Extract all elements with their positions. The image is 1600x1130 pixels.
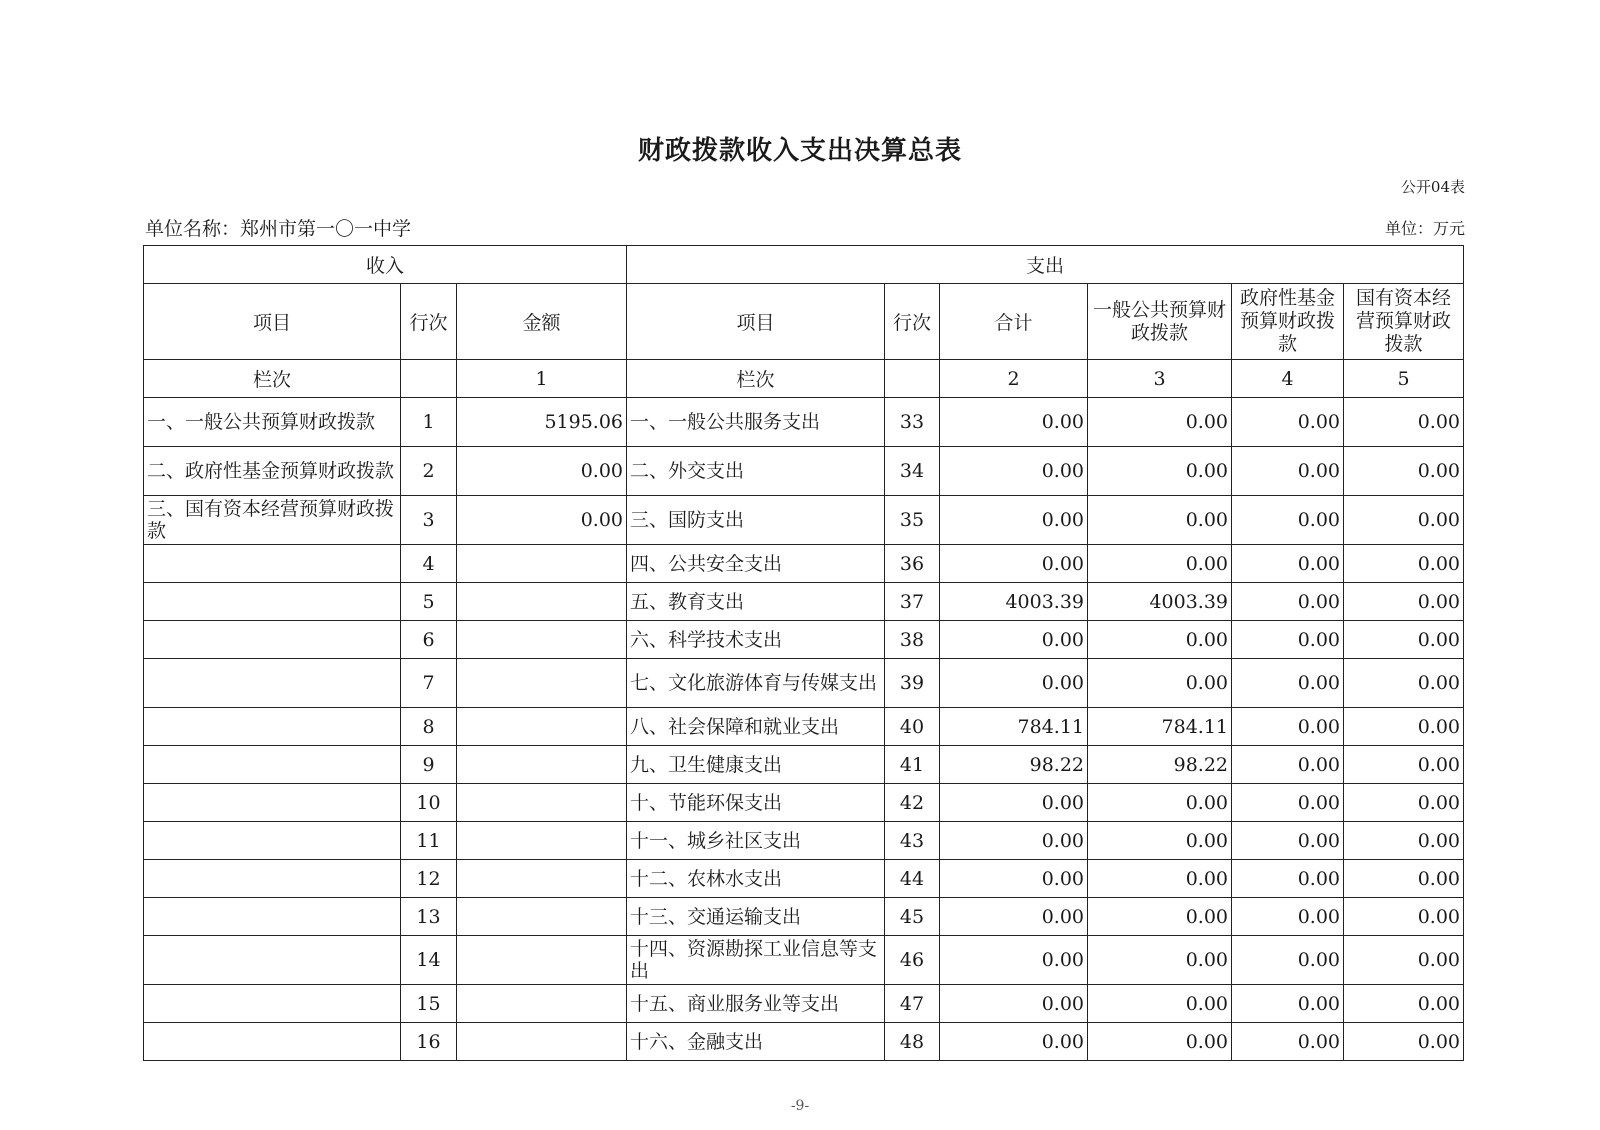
income-amount-cell: 0.00 [457,496,627,545]
total-header: 合计 [940,284,1088,360]
general-budget-cell: 784.11 [1088,708,1232,746]
income-row-no-cell: 12 [401,860,457,898]
fund-budget-cell: 0.00 [1232,398,1344,447]
total-cell: 0.00 [940,985,1088,1023]
expense-item-cell: 十四、资源勘探工业信息等支出 [627,936,885,985]
expense-item-cell: 六、科学技术支出 [627,621,885,659]
income-row-no-cell: 5 [401,583,457,621]
col-label-expense: 栏次 [627,360,885,398]
general-budget-cell: 0.00 [1088,860,1232,898]
col-3: 3 [1088,360,1232,398]
col-empty-expense [885,360,940,398]
income-amount-cell [457,583,627,621]
income-amount-cell: 5195.06 [457,398,627,447]
fund-budget-cell: 0.00 [1232,985,1344,1023]
state-capital-cell: 0.00 [1344,583,1464,621]
income-item-cell [144,621,401,659]
total-cell: 4003.39 [940,583,1088,621]
table-row [144,398,1464,447]
fund-budget-cell: 0.00 [1232,545,1344,583]
expense-item-cell: 十三、交通运输支出 [627,898,885,936]
income-row-no-cell: 15 [401,985,457,1023]
currency-unit: 单位：万元 [1384,219,1465,238]
income-amount-header: 金额 [457,284,627,360]
general-budget-cell: 0.00 [1088,621,1232,659]
income-row-no-cell: 8 [401,708,457,746]
income-amount-cell: 0.00 [457,447,627,496]
state-capital-cell: 0.00 [1344,985,1464,1023]
col-4: 4 [1232,360,1344,398]
page-title: 财政拨款收入支出决算总表 [637,136,962,166]
expense-row-no-cell: 33 [885,398,940,447]
state-capital-cell: 0.00 [1344,860,1464,898]
col-label: 栏次 [144,360,401,398]
general-budget-cell: 4003.39 [1088,583,1232,621]
income-item-cell [144,583,401,621]
expense-row-no-cell: 43 [885,822,940,860]
expense-item-cell: 一、一般公共服务支出 [627,398,885,447]
expense-item-cell: 七、文化旅游体育与传媒支出 [627,659,885,708]
income-amount-cell [457,860,627,898]
general-budget-cell: 0.00 [1088,659,1232,708]
col-1: 1 [457,360,627,398]
expense-row-no-cell: 34 [885,447,940,496]
table-row [144,447,1464,496]
income-amount-cell [457,545,627,583]
state-capital-cell: 0.00 [1344,398,1464,447]
income-row-no-header: 行次 [401,284,457,360]
income-row-no-cell: 9 [401,746,457,784]
income-row-no-cell: 13 [401,898,457,936]
state-capital-cell: 0.00 [1344,898,1464,936]
income-item-cell [144,659,401,708]
expense-row-no-cell: 47 [885,985,940,1023]
general-budget-cell: 0.00 [1088,936,1232,985]
income-row-no-cell: 1 [401,398,457,447]
general-budget-header: 一般公共预算财政拨款 [1088,284,1232,360]
table-row [144,545,1464,583]
income-amount-cell [457,936,627,985]
expense-row-no-cell: 35 [885,496,940,545]
expense-item-cell: 十五、商业服务业等支出 [627,985,885,1023]
table-row [144,936,1464,985]
expense-row-no-cell: 45 [885,898,940,936]
total-cell: 0.00 [940,545,1088,583]
state-capital-cell: 0.00 [1344,784,1464,822]
expense-item-cell: 八、社会保障和就业支出 [627,708,885,746]
total-cell: 0.00 [940,822,1088,860]
expense-row-no-header: 行次 [885,284,940,360]
fund-budget-cell: 0.00 [1232,447,1344,496]
col-empty [401,360,457,398]
state-capital-header: 国有资本经营预算财政拨款 [1344,284,1464,360]
income-item-cell: 二、政府性基金预算财政拨款 [144,447,401,496]
total-cell: 0.00 [940,898,1088,936]
general-budget-cell: 0.00 [1088,447,1232,496]
fund-budget-cell: 0.00 [1232,822,1344,860]
total-cell: 0.00 [940,447,1088,496]
table-row [144,784,1464,822]
state-capital-cell: 0.00 [1344,447,1464,496]
total-cell: 98.22 [940,746,1088,784]
expense-row-no-cell: 39 [885,659,940,708]
table-row [144,746,1464,784]
total-cell: 0.00 [940,1023,1088,1061]
table-row [144,985,1464,1023]
fund-budget-cell: 0.00 [1232,583,1344,621]
income-row-no-cell: 10 [401,784,457,822]
income-item-header: 项目 [144,284,401,360]
expense-row-no-cell: 42 [885,784,940,822]
total-cell: 784.11 [940,708,1088,746]
state-capital-cell: 0.00 [1344,936,1464,985]
budget-table [143,245,1464,1061]
table-row [144,822,1464,860]
state-capital-cell: 0.00 [1344,746,1464,784]
expense-row-no-cell: 36 [885,545,940,583]
expense-row-no-cell: 37 [885,583,940,621]
general-budget-cell: 0.00 [1088,496,1232,545]
expense-item-cell: 十、节能环保支出 [627,784,885,822]
general-budget-cell: 0.00 [1088,985,1232,1023]
expense-item-cell: 十一、城乡社区支出 [627,822,885,860]
income-item-cell [144,860,401,898]
income-item-cell [144,784,401,822]
expense-row-no-cell: 41 [885,746,940,784]
total-cell: 0.00 [940,496,1088,545]
fund-budget-cell: 0.00 [1232,496,1344,545]
income-item-cell [144,936,401,985]
income-row-no-cell: 11 [401,822,457,860]
state-capital-cell: 0.00 [1344,545,1464,583]
expense-row-no-cell: 46 [885,936,940,985]
general-budget-cell: 0.00 [1088,1023,1232,1061]
income-item-cell [144,822,401,860]
fund-budget-header: 政府性基金预算财政拨款 [1232,284,1344,360]
expense-item-cell: 十六、金融支出 [627,1023,885,1061]
income-row-no-cell: 7 [401,659,457,708]
unit-name: 单位名称：郑州市第一〇一中学 [145,218,412,240]
income-item-cell: 三、国有资本经营预算财政拨款 [144,496,401,545]
expense-row-no-cell: 38 [885,621,940,659]
fund-budget-cell: 0.00 [1232,621,1344,659]
income-item-cell [144,708,401,746]
column-number-row [144,360,1464,398]
total-cell: 0.00 [940,936,1088,985]
income-item-cell [144,898,401,936]
expense-item-cell: 九、卫生健康支出 [627,746,885,784]
table-row [144,860,1464,898]
income-amount-cell [457,898,627,936]
fund-budget-cell: 0.00 [1232,936,1344,985]
income-item-cell: 一、一般公共预算财政拨款 [144,398,401,447]
general-budget-cell: 0.00 [1088,545,1232,583]
income-amount-cell [457,746,627,784]
income-row-no-cell: 14 [401,936,457,985]
general-budget-cell: 0.00 [1088,822,1232,860]
general-budget-cell: 0.00 [1088,398,1232,447]
income-item-cell [144,746,401,784]
income-amount-cell [457,784,627,822]
column-header-row [144,284,1464,360]
col-5: 5 [1344,360,1464,398]
total-cell: 0.00 [940,784,1088,822]
income-amount-cell [457,1023,627,1061]
expense-item-cell: 三、国防支出 [627,496,885,545]
table-row [144,898,1464,936]
expense-item-cell: 二、外交支出 [627,447,885,496]
general-budget-cell: 0.00 [1088,784,1232,822]
income-amount-cell [457,985,627,1023]
general-budget-cell: 0.00 [1088,898,1232,936]
total-cell: 0.00 [940,860,1088,898]
income-header: 收入 [144,246,627,284]
expense-item-cell: 十二、农林水支出 [627,860,885,898]
table-row [144,659,1464,708]
fund-budget-cell: 0.00 [1232,784,1344,822]
table-row [144,1023,1464,1061]
total-cell: 0.00 [940,621,1088,659]
table-row [144,708,1464,746]
form-number: 公开04表 [1400,178,1465,196]
expense-header: 支出 [627,246,1464,284]
income-amount-cell [457,708,627,746]
col-2: 2 [940,360,1088,398]
state-capital-cell: 0.00 [1344,1023,1464,1061]
fund-budget-cell: 0.00 [1232,860,1344,898]
expense-item-cell: 五、教育支出 [627,583,885,621]
income-row-no-cell: 4 [401,545,457,583]
fund-budget-cell: 0.00 [1232,898,1344,936]
expense-row-no-cell: 40 [885,708,940,746]
fund-budget-cell: 0.00 [1232,746,1344,784]
expense-item-header: 项目 [627,284,885,360]
income-item-cell [144,1023,401,1061]
fund-budget-cell: 0.00 [1232,708,1344,746]
state-capital-cell: 0.00 [1344,621,1464,659]
table-row [144,621,1464,659]
income-row-no-cell: 2 [401,447,457,496]
section-header-row [144,246,1464,284]
income-amount-cell [457,621,627,659]
income-item-cell [144,985,401,1023]
fund-budget-cell: 0.00 [1232,1023,1344,1061]
expense-item-cell: 四、公共安全支出 [627,545,885,583]
table-row [144,496,1464,545]
state-capital-cell: 0.00 [1344,708,1464,746]
income-row-no-cell: 3 [401,496,457,545]
income-item-cell [144,545,401,583]
state-capital-cell: 0.00 [1344,496,1464,545]
fund-budget-cell: 0.00 [1232,659,1344,708]
income-amount-cell [457,659,627,708]
page-number: -9- [790,1098,810,1114]
income-amount-cell [457,822,627,860]
state-capital-cell: 0.00 [1344,659,1464,708]
expense-row-no-cell: 48 [885,1023,940,1061]
general-budget-cell: 98.22 [1088,746,1232,784]
state-capital-cell: 0.00 [1344,822,1464,860]
income-row-no-cell: 6 [401,621,457,659]
expense-row-no-cell: 44 [885,860,940,898]
total-cell: 0.00 [940,659,1088,708]
income-row-no-cell: 16 [401,1023,457,1061]
total-cell: 0.00 [940,398,1088,447]
table-row [144,583,1464,621]
